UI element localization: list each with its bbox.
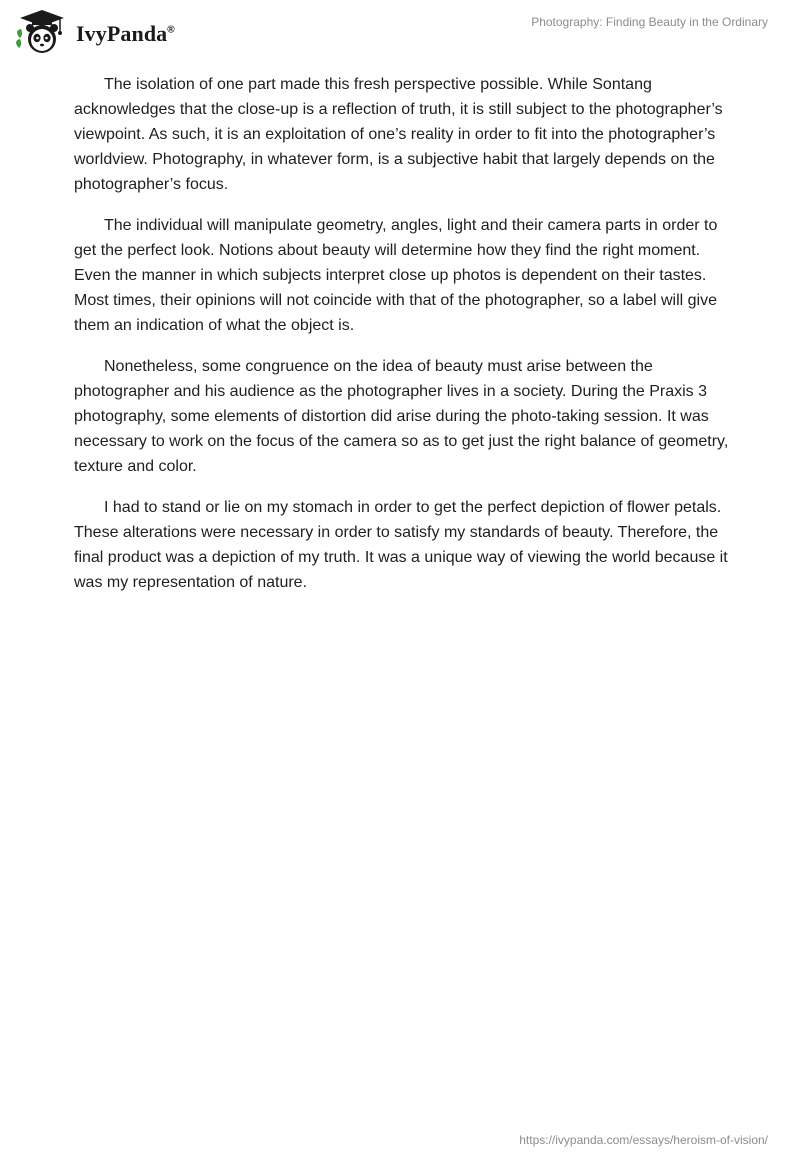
document-title: Photography: Finding Beauty in the Ordinary: [531, 15, 768, 29]
registered-mark: ®: [167, 24, 175, 36]
paragraph: The isolation of one part made this fresh perspective possible. While Sontang acknowledges that the close-up is a reflection of truth, it is still subject to the photographer’s viewpoint. As such, it is an exploitation of one’s reality in order to fit into the photographer’s worldview. Photography, in whatever form, is a subjective habit that largely depends on the photographer’s focus.: [74, 76, 723, 193]
ivypanda-logo[interactable]: [14, 8, 175, 56]
source-url[interactable]: https://ivypanda.com/essays/heroism-of-vision/: [519, 1133, 768, 1147]
brand-name: IvyPanda®: [76, 21, 175, 46]
paragraph: I had to stand or lie on my stomach in order to get the perfect depiction of flower petals. These alterations were necessary in order to satisfy my standards of beauty. Therefore, the final product was a depiction of my truth. It was a unique way of viewing the world because it was my representation of nature.: [74, 499, 728, 591]
panda-graduation-cap-icon: [14, 8, 70, 56]
paragraph: Nonetheless, some congruence on the idea of beauty must arise between the photographer and his audience as the photographer lives in a society. During the Praxis 3 photography, some elements of distortion did arise during the photo-taking session. It was necessary to work on the focus of the camera so as to get just the right balance of geometry, texture and color.: [74, 358, 729, 475]
essay-body: [74, 72, 734, 611]
paragraph: The individual will manipulate geometry, angles, light and their camera parts in order to get the perfect look. Notions about beauty will determine how they find the right moment. Even the manner in which subjects interpret close up photos is dependent on their tastes. Most times, their opinions will not coincide with that of the photographer, so a label will give them an indication of what the object is.: [74, 217, 718, 334]
